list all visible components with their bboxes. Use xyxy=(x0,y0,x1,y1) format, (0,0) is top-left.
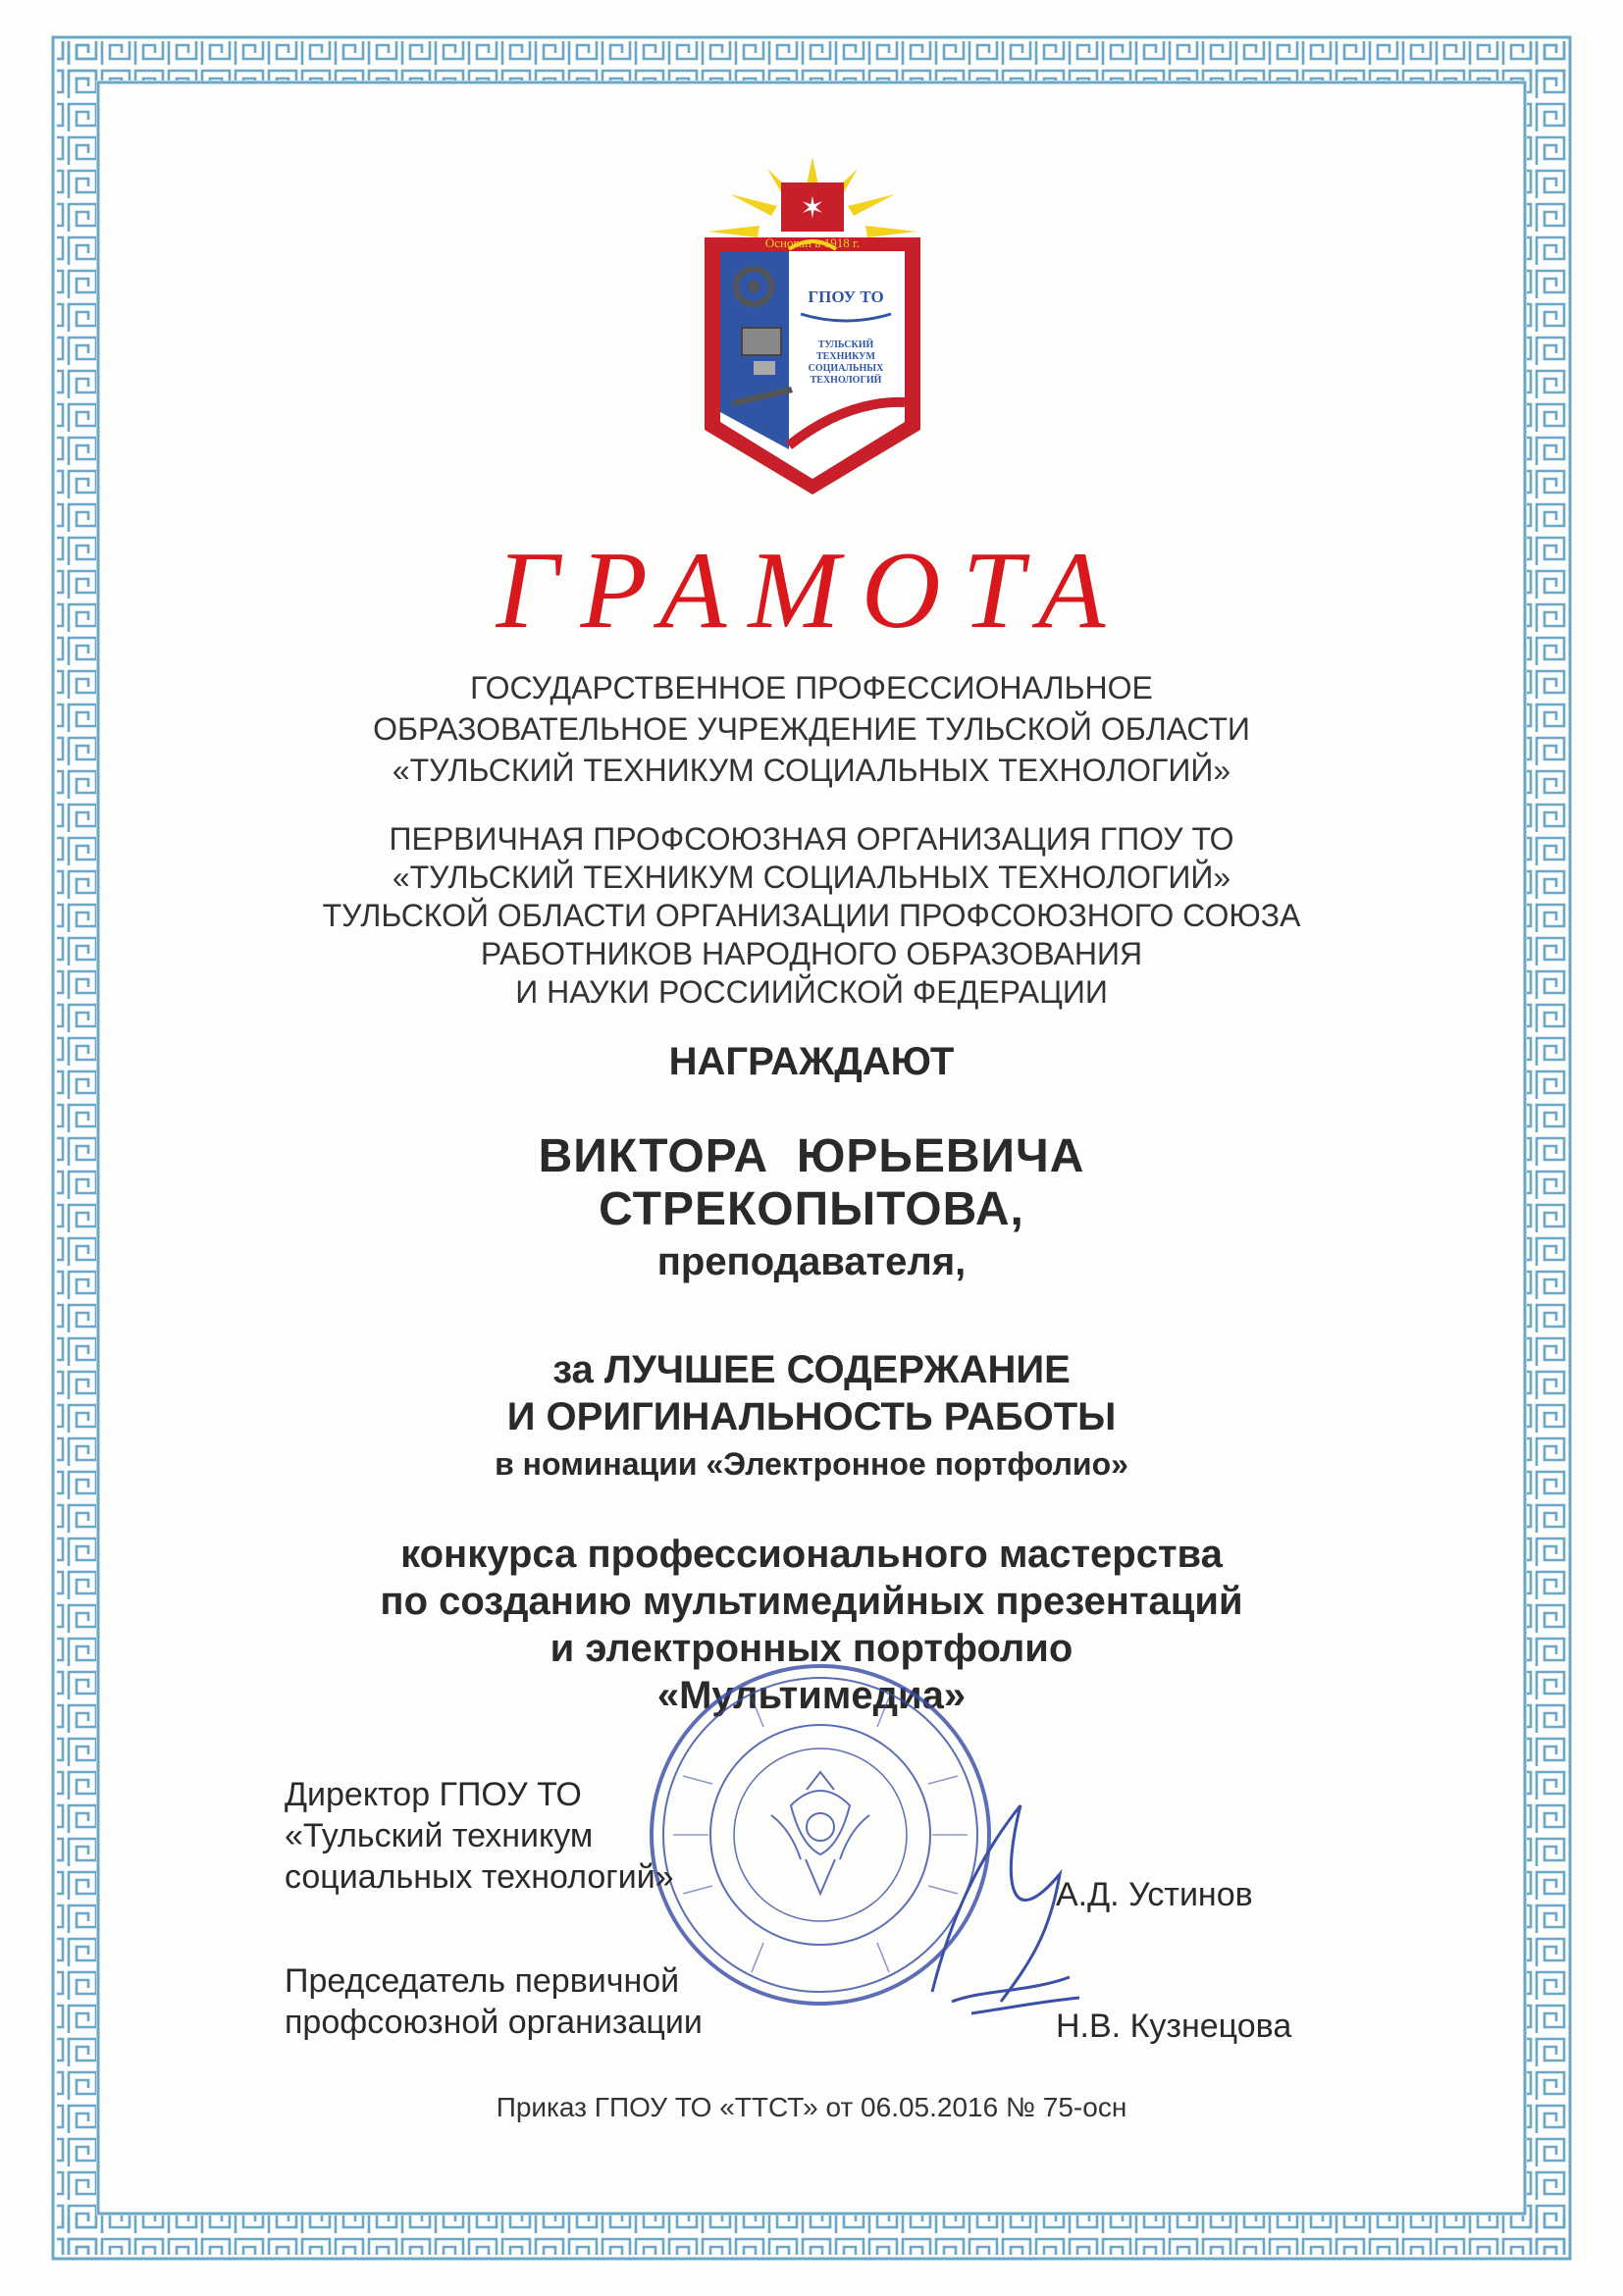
contest-line: и электронных портфолио xyxy=(550,1627,1073,1670)
director-title-line: социальных технологий» xyxy=(285,1858,674,1896)
chairman-title-line: профсоюзной организации xyxy=(285,2004,703,2041)
recipient-position: преподавателя, xyxy=(656,1240,967,1283)
union-line: ТУЛЬСКОЙ ОБЛАСТИ ОРГАНИЗАЦИИ ПРОФСОЮЗНОГО СОЮЗА xyxy=(322,898,1301,933)
chairman-name: Н.В. Кузнецова xyxy=(1056,2008,1292,2045)
contest-line: по созданию мультимедийных презентаций xyxy=(380,1580,1243,1623)
union-line: ПЕРВИЧНАЯ ПРОФСОЮЗНАЯ ОРГАНИЗАЦИЯ ГПОУ ТО xyxy=(389,821,1234,857)
order-reference: Приказ ГПОУ ТО «ТТСТ» от 06.05.2016 № 75-осн xyxy=(496,2092,1127,2122)
svg-text:СОЦИАЛЬНЫХ: СОЦИАЛЬНЫХ xyxy=(808,363,884,374)
nomination: в номинации «Электронное портфолио» xyxy=(495,1446,1128,1482)
svg-text:ТУЛЬСКИЙ: ТУЛЬСКИЙ xyxy=(817,339,874,350)
chairman-title xyxy=(285,1960,703,2043)
director-title-line: Директор ГПОУ ТО xyxy=(285,1776,582,1813)
svg-text:ТЕХНИКУМ: ТЕХНИКУМ xyxy=(816,351,875,362)
director-name: А.Д. Устинов xyxy=(1056,1876,1253,1913)
contest-line: конкурса профессионального мастерства xyxy=(400,1533,1223,1576)
college-emblem-logo xyxy=(699,155,926,498)
union-line: РАБОТНИКОВ НАРОДНОГО ОБРАЗОВАНИЯ xyxy=(480,936,1143,971)
recipient-name-line: ВИКТОРА ЮРЬЕВИЧА xyxy=(538,1130,1085,1182)
union-line: И НАУКИ РОССИИЙСКОЙ ФЕДЕРАЦИИ xyxy=(515,974,1108,1010)
merit-line: за ЛУЧШЕЕ СОДЕРЖАНИЕ xyxy=(552,1348,1071,1391)
issuer-union xyxy=(0,820,1623,1012)
svg-text:ТЕХНОЛОГИЙ: ТЕХНОЛОГИЙ xyxy=(810,375,882,386)
issuer-institution xyxy=(0,667,1623,791)
chairman-title-line: Председатель первичной xyxy=(285,1962,680,2000)
svg-text:Основан в 1918 г.: Основан в 1918 г. xyxy=(764,235,861,250)
recipient-name xyxy=(0,1130,1623,1236)
issuer-line: ОБРАЗОВАТЕЛЬНОЕ УЧРЕЖДЕНИЕ ТУЛЬСКОЙ ОБЛАСТИ xyxy=(373,711,1250,747)
svg-text:✶: ✶ xyxy=(800,191,825,226)
contest-name: «Мультимедиа» xyxy=(656,1674,967,1717)
issuer-line: «ТУЛЬСКИЙ ТЕХНИКУМ СОЦИАЛЬНЫХ ТЕХНОЛОГИЙ» xyxy=(392,753,1231,788)
director-title-line: «Тульский техникум xyxy=(285,1817,594,1854)
director-title xyxy=(285,1774,674,1898)
award-verb: НАГРАЖДАЮТ xyxy=(668,1040,955,1083)
union-line: «ТУЛЬСКИЙ ТЕХНИКУМ СОЦИАЛЬНЫХ ТЕХНОЛОГИЙ» xyxy=(392,860,1231,895)
merit-statement xyxy=(0,1346,1623,1440)
merit-line: И ОРИГИНАЛЬНОСТЬ РАБОТЫ xyxy=(506,1395,1117,1438)
recipient-surname-line: СТРЕКОПЫТОВА, xyxy=(599,1183,1024,1235)
svg-text:ГПОУ ТО: ГПОУ ТО xyxy=(808,287,884,306)
issuer-line: ГОСУДАРСТВЕННОЕ ПРОФЕССИОНАЛЬНОЕ xyxy=(470,670,1153,705)
certificate-title: ГРАМОТА xyxy=(496,530,1127,652)
